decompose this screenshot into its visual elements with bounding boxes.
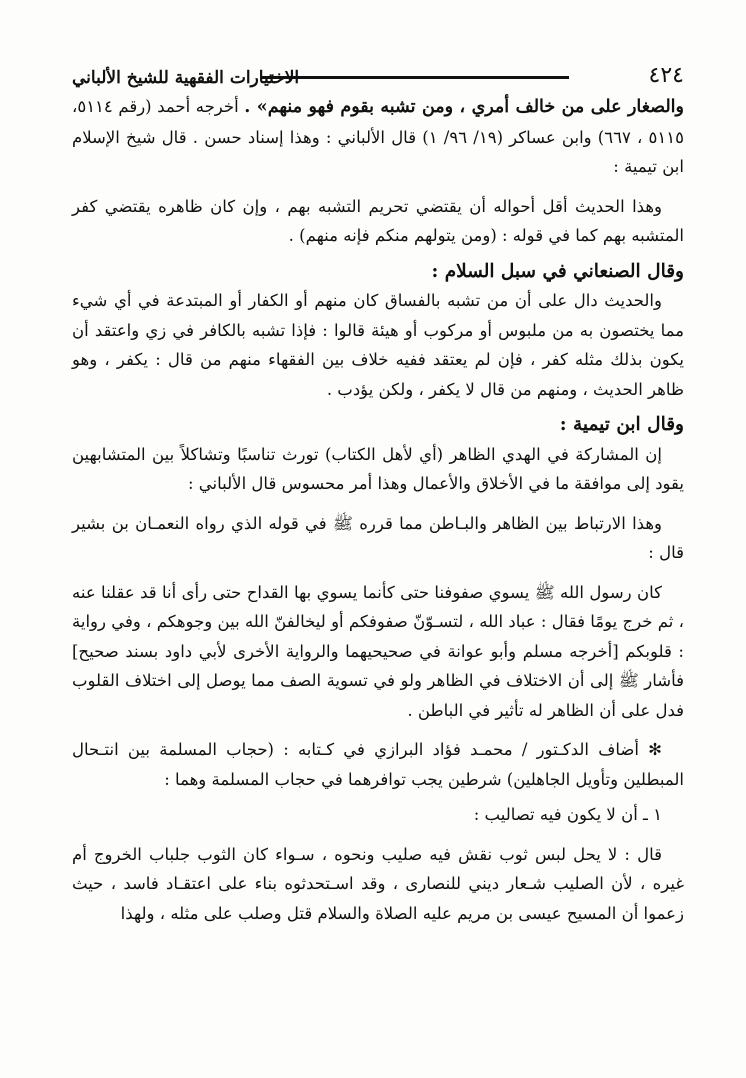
paragraph-1 xyxy=(72,92,684,182)
paragraph-5: وهذا الارتباط بين الظاهر والبـاطن مما قرره ﷺ في قوله الذي رواه النعمـان بن بشير قال : xyxy=(72,513,684,562)
paragraph-9: قال : لا يحل لبس ثوب نقش فيه صليب ونحوه ، سـواء كان الثوب جلباب الخروج أم غيره ، لأن الصليب شـعار ديني للنصارى ، وقد اسـتحدثوه بناء على اعتقـاد فاسد ، حيث زعموا أن المسيح عيسى بن مريم عليه الصلاة والسلام قتل وصلب على مثله ، ولهذا xyxy=(72,844,684,923)
hadith-ending: والصغار على من خالف أمري ، ومن تشبه بقوم فهو منهم» . xyxy=(244,97,684,117)
heading-sanani: وقال الصنعاني في سبل السلام : xyxy=(431,260,684,282)
paragraph-6: كان رسول الله ﷺ يسوي صفوفنا حتى كأنما يسوي بها القداح حتى رأى أنا قد عقلنا عنه ، ثم خرج يومًا فقال : عباد الله ، لتسـوّنّ صفوفكم أو ليخالفنّ الله بين وجوهكم ، وفي رواية : قلوبكم [أخرجه مسلم وأبو عوانة في صحيحيهما والرواية الأخرى لأبي داود بسند صحيح] فأشار ﷺ إلى أن الاختلاف في الظاهر ولو في تسوية الصف مما يوصل إلى اختلاف القلوب فدل على أن الظاهر له تأثير في الباطن . xyxy=(72,582,684,720)
header-rule xyxy=(262,76,569,79)
paragraph-3: والحديث دال على أن من تشبه بالفساق كان منهم أو الكفار أو المبتدعة في أي شيء مما يختصون به من ملبوس أو مركوب أو هيئة قالوا : فإذا تشبه بالكافر في زي واعتقد أن يكون بذلك مثله كفر ، فإن لم يعتقد ففيه خلاف بين الفقهاء منهم من قال : يكفر ، وهو ظاهر الحديث ، ومنهم من قال لا يكفر ، ولكن يؤدب . xyxy=(72,291,684,399)
page-header xyxy=(72,52,684,88)
page-body xyxy=(72,92,684,928)
book-title: الاختيارات الفقهية للشيخ الألباني xyxy=(72,68,300,88)
paragraph-4: إن المشاركة في الهدي الظاهر (أي لأهل الكتاب) تورث تناسبًا وتشاكلاً بين المتشابهين يقود إلى موافقة ما في الأخلاق والأعمال وهذا أمر محسوس قال الألباني : xyxy=(72,444,684,493)
paragraph-7: ✻ أضاف الدكـتور / محمـد فؤاد البرازي في كـتابه : (حجاب المسلمة بين انتـحال المبطلين وتأويل الجاهلين) شرطين يجب توافرهما في حجاب المسلمة وهما : xyxy=(72,740,684,789)
heading-ibn-taymiyyah: وقال ابن تيمية : xyxy=(559,414,684,435)
numbered-condition-1: ١ ـ أن لا يكون فيه تصاليب : xyxy=(473,805,662,824)
page-number: ٤٢٤ xyxy=(648,63,684,88)
takhrij-text: أخرجه أحمد (رقم ٥١١٤، ٥١١٥ ، ٦٦٧) وابن عساكر (١٩/ ٩٦/ ١) قال الألباني : وهذا إسناد حسن . قال شيخ الإسلام ابن تيمية : xyxy=(72,97,684,176)
paragraph-2: وهذا الحديث أقل أحواله أن يقتضي تحريم التشبه بهم ، وإن كان ظاهره يقتضي كفر المتشبه بهم كما في قوله : (ومن يتولهم منكم فإنه منهم) . xyxy=(72,196,684,245)
